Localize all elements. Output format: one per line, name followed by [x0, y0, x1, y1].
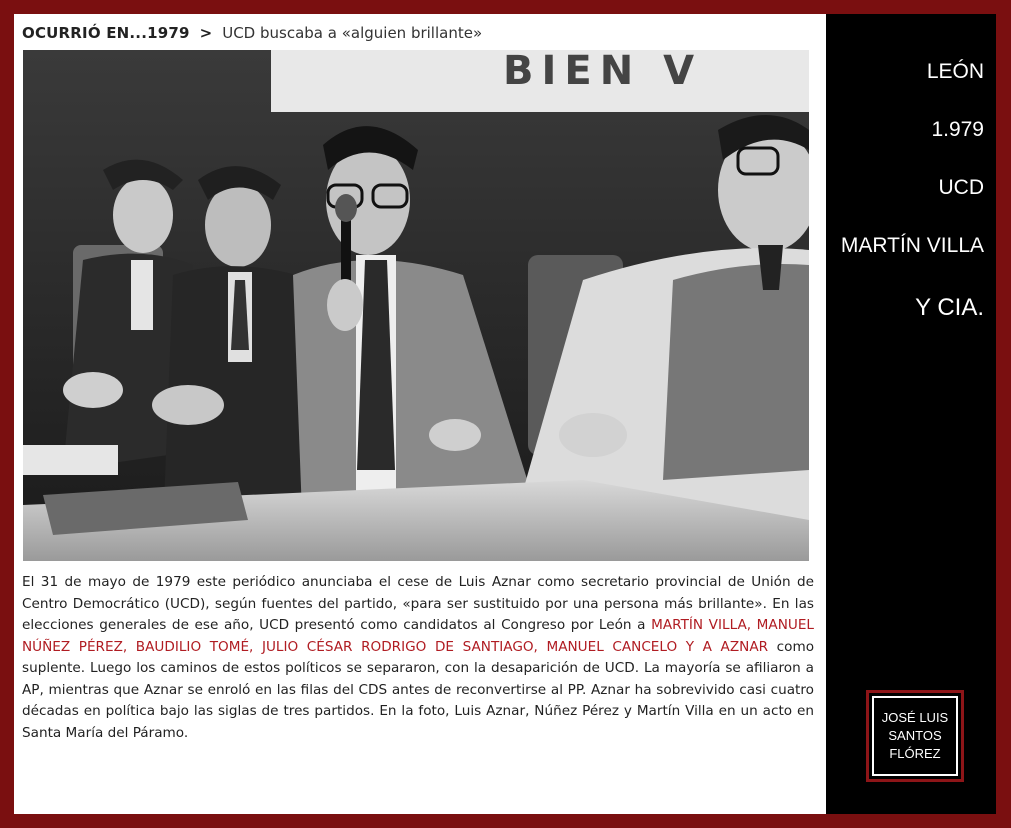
photo-illustration [23, 50, 809, 561]
headline-separator: > [199, 24, 213, 42]
author-surname-2: FLÓREZ [889, 746, 941, 761]
sidebar-person: MARTÍN VILLA [840, 234, 984, 257]
sidebar-party: UCD [938, 176, 984, 199]
section-label: OCURRIÓ EN...1979 [22, 24, 190, 42]
newspaper-clipping [14, 14, 826, 814]
sidebar-location: LEÓN [926, 60, 984, 83]
body-rest: como suplente. Luego los caminos de estos políticos se separaron, con la desaparición de UCD. La mayoría se afiliaron a AP, mientras que Aznar se enroló en las filas del CDS antes de reconvertirse al PP. Aznar ha sobrevivido casi cuatro décadas en política bajo las siglas de tres partidos. En la foto, Luis Aznar, Núñez Pérez y Martín Villa en un acto en Santa María del Páramo. [22, 638, 815, 741]
sidebar-year: 1.979 [931, 118, 984, 141]
news-photo [23, 50, 809, 561]
candidate-names: MARTÍN VILLA, MANUEL NÚÑEZ PÉREZ, BAUDILIO TOMÉ, JULIO CÉSAR RODRIGO DE SANTIAGO, MANUEL CANCELO Y A AZNAR [22, 617, 814, 655]
sidebar-panel [826, 14, 996, 814]
sidebar-company: Y CIA. [915, 294, 984, 321]
author-credit-box [866, 690, 964, 782]
person-left-head [113, 177, 173, 253]
article-body [22, 572, 814, 744]
person-second-head [205, 183, 271, 267]
banner-text: BIEN V [503, 50, 703, 94]
author-surname-1: SANTOS [888, 728, 942, 743]
body-intro: El 31 de mayo de 1979 este periódico anunciaba el cese de Luis Aznar como secretario provincial de Unión de Centro Democrático (UCD), según fuentes del partido, «para ser sustituido por una persona más brillante». En las elecciones generales de ese año, UCD presentó como candidatos al Congreso por León a [22, 574, 814, 633]
author-credit-inner [872, 696, 958, 776]
article-title: UCD buscaba a «alguien brillante» [222, 24, 483, 42]
headline-bar [22, 22, 482, 44]
author-first-name: JOSÉ LUIS [881, 710, 949, 725]
